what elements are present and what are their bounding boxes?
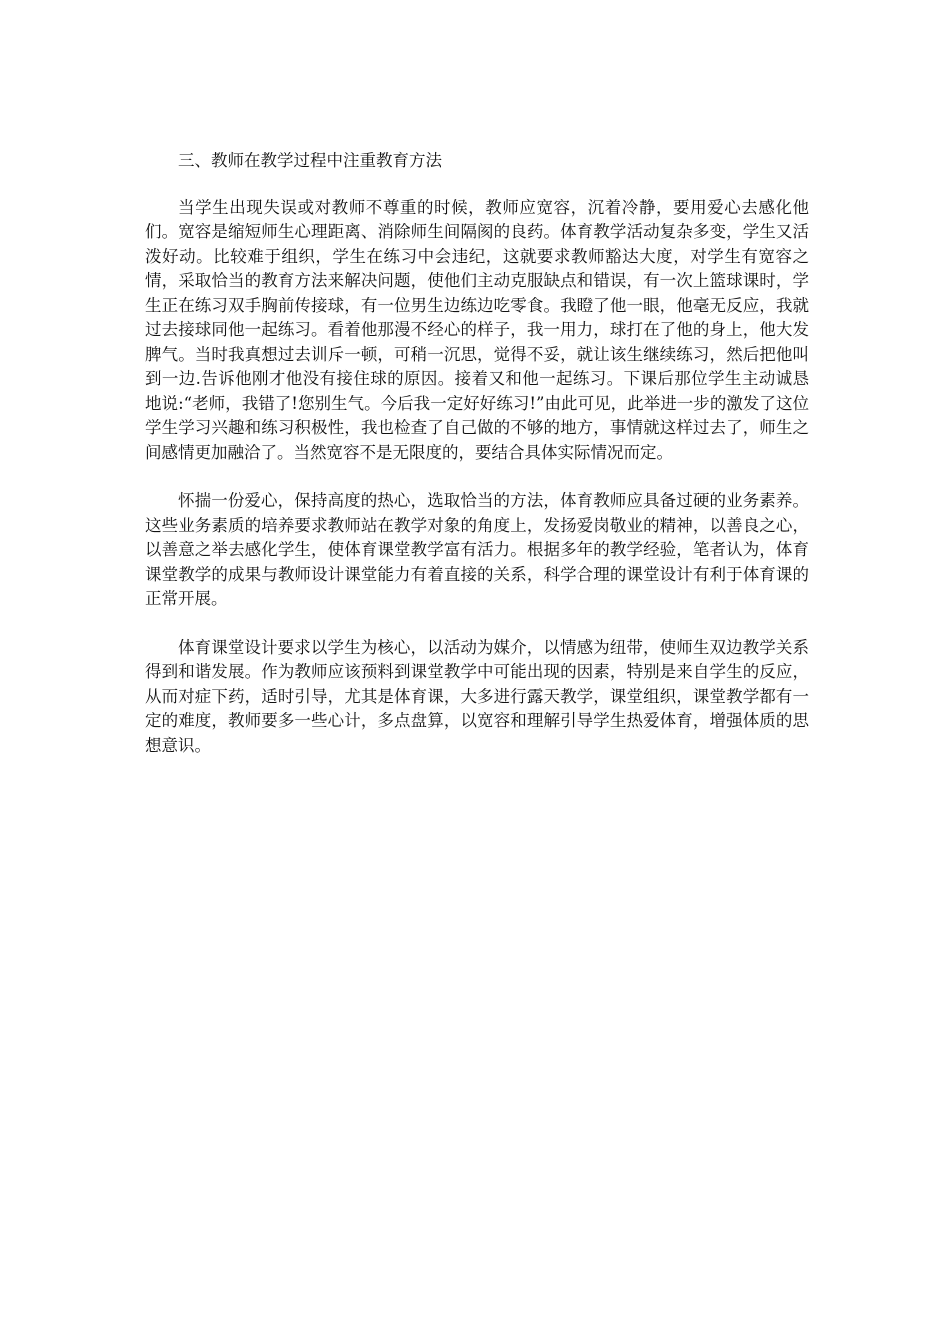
- paragraph-class-design: 体育课堂设计要求以学生为核心，以活动为媒介，以情感为纽带，使师生双边教学关系得到和谐发展。作为教师应该预料到课堂教学中可能出现的因素，特别是来自学生的反应，从而对症下药，适时引导，尤其是体育课，大多进行露天教学，课堂组织，课堂教学都有一定的难度，教师要多一些心计，多点盘算，以宽容和理解引导学生热爱体育，增强体质的思想意识。: [145, 637, 809, 755]
- section-heading: 三、教师在教学过程中注重教育方法: [178, 151, 442, 170]
- paragraph-tolerance: 当学生出现失误或对教师不尊重的时候，教师应宽容，沉着冷静，要用爱心去感化他们。宽容是缩短师生心理距离、消除师生间隔阂的良药。体育教学活动复杂多变，学生又活泼好动。比较难于组织，学生在练习中会违纪，这就要求教师豁达大度，对学生有宽容之情，采取恰当的教育方法来解决问题，使他们主动克服缺点和错误，有一次上篮球课时，学生正在练习双手胸前传接球，有一位男生边练边吃零食。我瞪了他一眼，他毫无反应，我就过去接球同他一起练习。看着他那漫不经心的样子，我一用力，球打在了他的身上，他大发脾气。当时我真想过去训斥一顿，可稍一沉思，觉得不妥，就让该生继续练习，然后把他叫到一边.告诉他刚才他没有接住球的原因。接着又和他一起练习。下课后那位学生主动诚恳地说:“老师，我错了!您别生气。今后我一定好好练习!”由此可见，此举进一步的激发了这位学生学习兴趣和练习积极性，我也检查了自己做的不够的地方，事情就这样过去了，师生之间感情更加融洽了。当然宽容不是无限度的，要结合具体实际情况而定。: [145, 197, 809, 462]
- paragraph-teacher-quality: 怀揣一份爱心，保持高度的热心，选取恰当的方法，体育教师应具备过硬的业务素养。这些业务素质的培养要求教师站在教学对象的角度上，发扬爱岗敬业的精神，以善良之心，以善意之举去感化学生，使体育课堂教学富有活力。根据多年的教学经验，笔者认为，体育课堂教学的成果与教师设计课堂能力有着直接的关系，科学合理的课堂设计有利于体育课的正常开展。: [145, 491, 809, 608]
- document-body: [145, 149, 809, 758]
